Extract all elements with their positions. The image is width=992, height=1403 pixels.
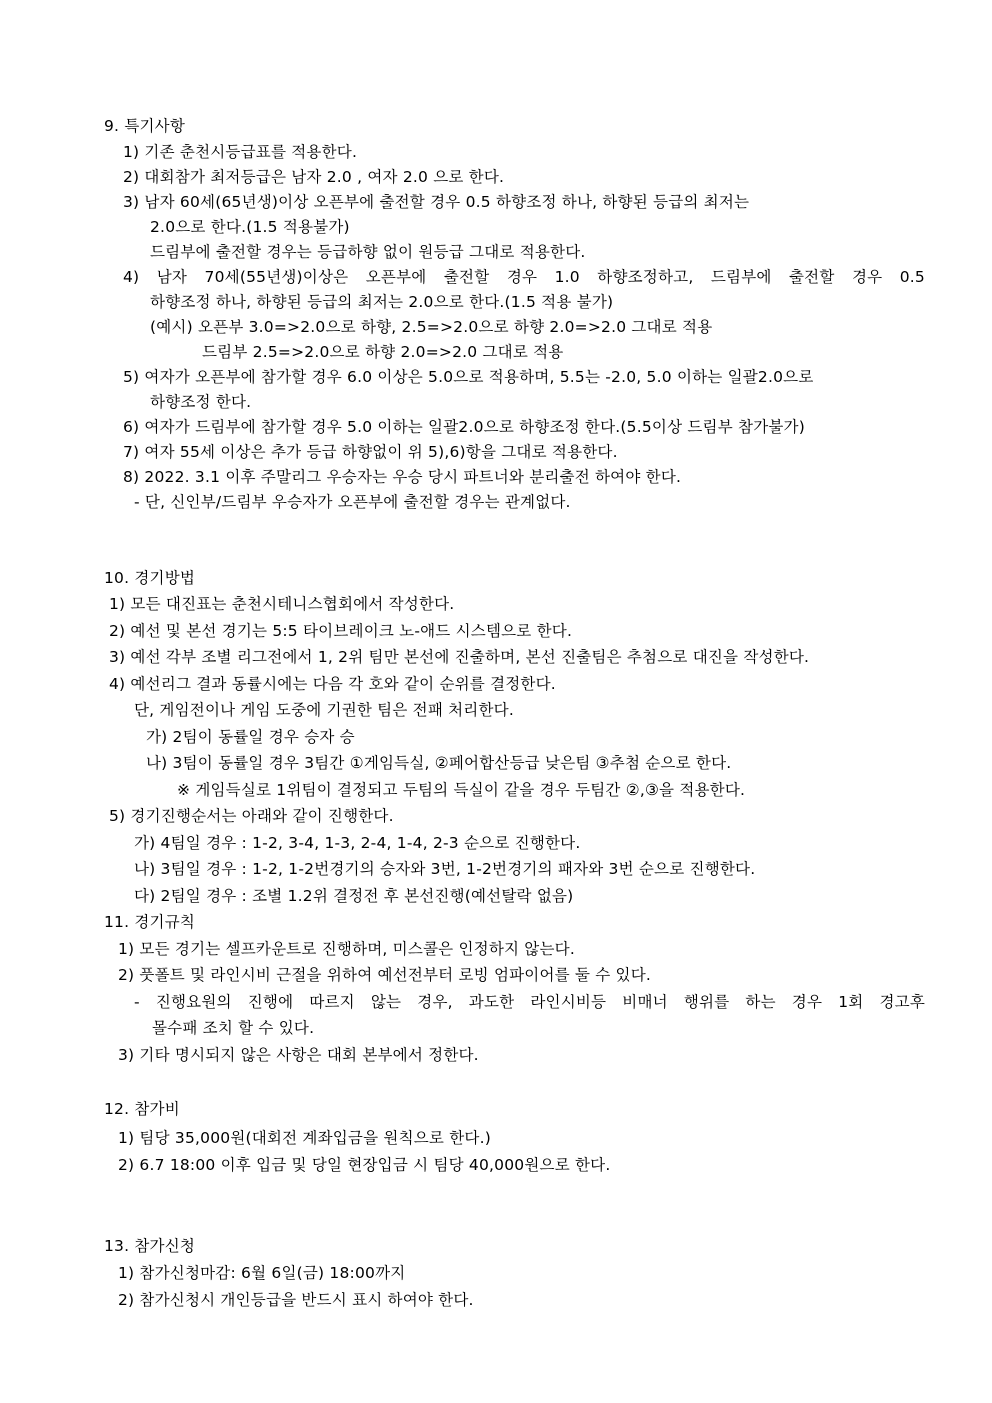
sec11-item-1: 1) 모든 경기는 셀프카운트로 진행하며, 미스콜은 인정하지 않는다. <box>118 940 575 958</box>
sec10-item-3: 3) 예선 각부 조별 리그전에서 1, 2위 팀만 본선에 진출하며, 본선 진출팀은 추첨으로 대진을 작성한다. <box>109 648 810 666</box>
sec9-item-4-example: (예시) 오픈부 3.0=>2.0으로 하향, 2.5=>2.0으로 하향 2.0=>2.0 그대로 적용 <box>150 318 713 336</box>
sec9-item-5-line-1: 5) 여자가 오픈부에 참가할 경우 6.0 이상은 5.0으로 적용하며, 5.5는 -2.0, 5.0 이하는 일괄2.0으로 <box>123 368 814 386</box>
sec9-item-4-line-2: 하향조정 하나, 하향된 등급의 최저는 2.0으로 한다.(1.5 적용 불가) <box>150 293 614 311</box>
sec11-item-2-note-line-2: 몰수패 조치 할 수 있다. <box>152 1019 315 1037</box>
sec9-item-3-line-3: 드림부에 출전할 경우는 등급하향 없이 원등급 그대로 적용한다. <box>150 243 586 261</box>
sec10-item-4-note: 단, 게임전이나 게임 도중에 기권한 팀은 전패 처리한다. <box>134 701 514 719</box>
sec9-item-7: 7) 여자 55세 이상은 추가 등급 하향없이 위 5),6)항을 그대로 적용한다. <box>123 443 618 461</box>
sec12-item-2: 2) 6.7 18:00 이후 입금 및 당일 현장입금 시 팀당 40,000원으로 한다. <box>118 1156 611 1174</box>
sec10-item-5-da: 다) 2팀일 경우 : 조별 1.2위 결정전 후 본선진행(예선탈락 없음) <box>134 887 574 905</box>
sec9-item-2: 2) 대회참가 최저등급은 남자 2.0 , 여자 2.0 으로 한다. <box>123 168 505 186</box>
sec10-item-5-na: 나) 3팀일 경우 : 1-2, 1-2번경기의 승자와 3번, 1-2번경기의 패자와 3번 순으로 진행한다. <box>134 860 756 878</box>
sec12-item-1: 1) 팀당 35,000원(대회전 계좌입금을 원칙으로 한다.) <box>118 1129 491 1147</box>
sec9-item-6: 6) 여자가 드림부에 참가할 경우 5.0 이하는 일괄2.0으로 하향조정 한다.(5.5이상 드림부 참가불가) <box>123 418 805 436</box>
sec10-item-2: 2) 예선 및 본선 경기는 5:5 타이브레이크 노-애드 시스템으로 한다. <box>109 622 573 640</box>
section-13-title: 13. 참가신청 <box>104 1237 196 1255</box>
sec9-item-4-example-2: 드림부 2.5=>2.0으로 하향 2.0=>2.0 그대로 적용 <box>202 343 564 361</box>
sec10-item-1: 1) 모든 대진표는 춘천시테니스협회에서 작성한다. <box>109 595 455 613</box>
sec10-item-4: 4) 예선리그 결과 동률시에는 다음 각 호와 같이 순위를 결정한다. <box>109 675 556 693</box>
sec9-item-5-line-2: 하향조정 한다. <box>150 393 252 411</box>
sec10-item-4-ga: 가) 2팀이 동률일 경우 승자 승 <box>146 728 355 746</box>
section-10-title: 10. 경기방법 <box>104 569 196 587</box>
sec11-item-2-note-line-1: - 진행요원의 진행에 따르지 않는 경우, 과도한 라인시비등 비매너 행위를 하는 경우 1회 경고후 <box>134 993 925 1011</box>
sec10-item-5-ga: 가) 4팀일 경우 : 1-2, 3-4, 1-3, 2-4, 1-4, 2-3 순으로 진행한다. <box>134 834 581 852</box>
sec11-item-3: 3) 기타 명시되지 않은 사항은 대회 본부에서 정한다. <box>118 1046 479 1064</box>
sec10-item-5: 5) 경기진행순서는 아래와 같이 진행한다. <box>109 807 394 825</box>
sec9-item-3-line-2: 2.0으로 한다.(1.5 적용불가) <box>150 218 350 236</box>
sec13-item-1: 1) 참가신청마감: 6월 6일(금) 18:00까지 <box>118 1264 406 1282</box>
sec13-item-2: 2) 참가신청시 개인등급을 반드시 표시 하여야 한다. <box>118 1291 474 1309</box>
sec9-item-1: 1) 기존 춘천시등급표를 적용한다. <box>123 143 358 161</box>
sec10-item-4-remark: ※ 게임득실로 1위팀이 결정되고 두팀의 득실이 같을 경우 두팀간 ②,③을 적용한다. <box>177 781 746 799</box>
sec9-item-8: 8) 2022. 3.1 이후 주말리그 우승자는 우승 당시 파트너와 분리출전 하여야 한다. <box>123 468 682 486</box>
sec9-item-3-line-1: 3) 남자 60세(65년생)이상 오픈부에 출전할 경우 0.5 하향조정 하나, 하향된 등급의 최저는 <box>123 193 750 211</box>
section-11-title: 11. 경기규칙 <box>104 913 196 931</box>
sec9-item-8-note: - 단, 신인부/드림부 우승자가 오픈부에 출전할 경우는 관계없다. <box>134 493 571 511</box>
sec9-item-4-line-1: 4) 남자 70세(55년생)이상은 오픈부에 출전할 경우 1.0 하향조정하고, 드림부에 출전할 경우 0.5 <box>123 268 925 286</box>
sec10-item-4-na: 나) 3팀이 동률일 경우 3팀간 ①게임득실, ②페어합산등급 낮은팀 ③추첨 순으로 한다. <box>146 754 732 772</box>
section-12-title: 12. 참가비 <box>104 1100 180 1118</box>
section-9-title: 9. 특기사항 <box>104 117 186 135</box>
sec11-item-2: 2) 풋폴트 및 라인시비 근절을 위하여 예선전부터 로빙 엄파이어를 둘 수 있다. <box>118 966 652 984</box>
